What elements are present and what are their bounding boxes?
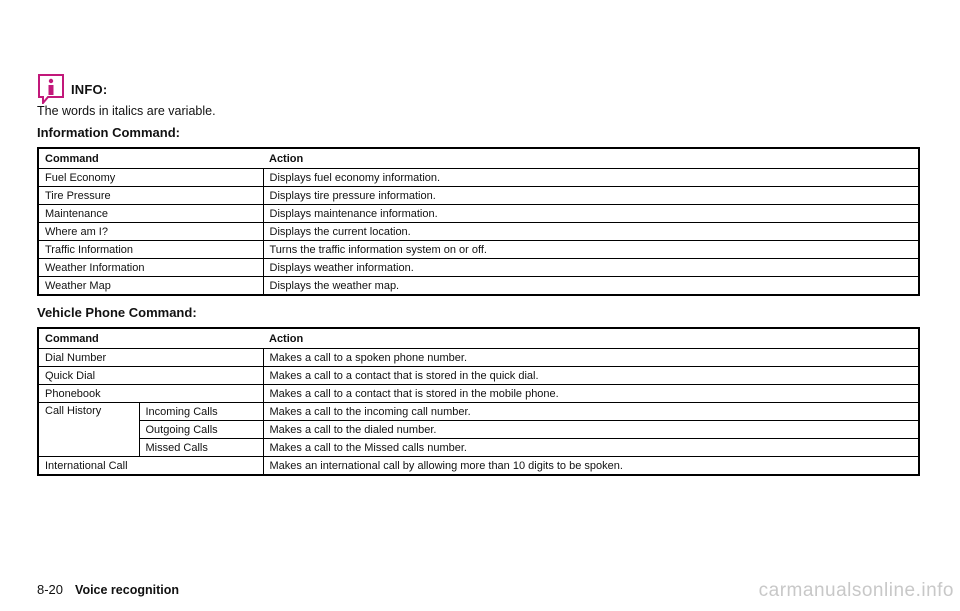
table-row bbox=[38, 421, 919, 439]
action-cell: Makes a call to the Missed calls number. bbox=[263, 439, 919, 457]
information-command-title: Information Command: bbox=[37, 125, 180, 140]
subcommand-cell: Outgoing Calls bbox=[139, 421, 263, 439]
command-cell: Weather Map bbox=[38, 277, 263, 296]
vehicle-phone-command-title: Vehicle Phone Command: bbox=[37, 305, 197, 320]
action-cell: Makes a call to the incoming call number. bbox=[263, 403, 919, 421]
action-cell: Displays weather information. bbox=[263, 259, 919, 277]
info-header bbox=[37, 72, 107, 106]
action-cell: Displays tire pressure information. bbox=[263, 187, 919, 205]
table-row bbox=[38, 403, 919, 421]
command-cell: International Call bbox=[38, 457, 263, 476]
subcommand-cell: Missed Calls bbox=[139, 439, 263, 457]
vehicle-phone-command-table bbox=[37, 327, 920, 476]
action-cell: Displays maintenance information. bbox=[263, 205, 919, 223]
action-cell: Makes a call to the dialed number. bbox=[263, 421, 919, 439]
info-label: INFO: bbox=[71, 81, 108, 97]
command-cell: Weather Information bbox=[38, 259, 263, 277]
page-footer bbox=[37, 582, 179, 597]
table-row bbox=[38, 349, 919, 367]
action-cell: Displays the current location. bbox=[263, 223, 919, 241]
action-cell: Makes a call to a contact that is stored in the mobile phone. bbox=[263, 385, 919, 403]
table-row bbox=[38, 259, 919, 277]
command-cell: Fuel Economy bbox=[38, 169, 263, 187]
command-cell: Tire Pressure bbox=[38, 187, 263, 205]
command-cell: Where am I? bbox=[38, 223, 263, 241]
table-row bbox=[38, 241, 919, 259]
table-row bbox=[38, 367, 919, 385]
subcommand-cell: Incoming Calls bbox=[139, 403, 263, 421]
column-header-command: Command bbox=[45, 332, 99, 345]
table-row bbox=[38, 457, 919, 476]
table-row bbox=[38, 187, 919, 205]
action-cell: Displays the weather map. bbox=[263, 277, 919, 296]
command-cell: Dial Number bbox=[38, 349, 263, 367]
table-row bbox=[38, 169, 919, 187]
page-number: 8-20 bbox=[37, 582, 64, 597]
table-row bbox=[38, 277, 919, 296]
info-icon bbox=[37, 74, 65, 104]
table-header-row bbox=[38, 148, 919, 169]
command-cell: Maintenance bbox=[38, 205, 263, 223]
action-cell: Displays fuel economy information. bbox=[263, 169, 919, 187]
action-cell: Turns the traffic information system on or off. bbox=[263, 241, 919, 259]
watermark: carmanualsonline.info bbox=[758, 580, 954, 601]
action-cell: Makes a call to a contact that is stored in the quick dial. bbox=[263, 367, 919, 385]
column-header-command: Command bbox=[45, 152, 99, 165]
information-command-table bbox=[37, 147, 920, 296]
info-text: The words in italics are variable. bbox=[37, 104, 216, 118]
chapter-title: Voice recognition bbox=[75, 583, 179, 597]
table-header-row bbox=[38, 328, 919, 349]
table-row bbox=[38, 223, 919, 241]
command-cell: Quick Dial bbox=[38, 367, 263, 385]
table-row bbox=[38, 439, 919, 457]
command-cell: Traffic Information bbox=[38, 241, 263, 259]
action-cell: Makes an international call by allowing more than 10 digits to be spoken. bbox=[263, 457, 919, 476]
table-row bbox=[38, 385, 919, 403]
column-header-action: Action bbox=[269, 332, 304, 345]
action-cell: Makes a call to a spoken phone number. bbox=[263, 349, 919, 367]
table-row bbox=[38, 205, 919, 223]
command-cell-call-history: Call History bbox=[38, 403, 139, 457]
column-header-action: Action bbox=[269, 152, 304, 165]
command-cell: Phonebook bbox=[38, 385, 263, 403]
